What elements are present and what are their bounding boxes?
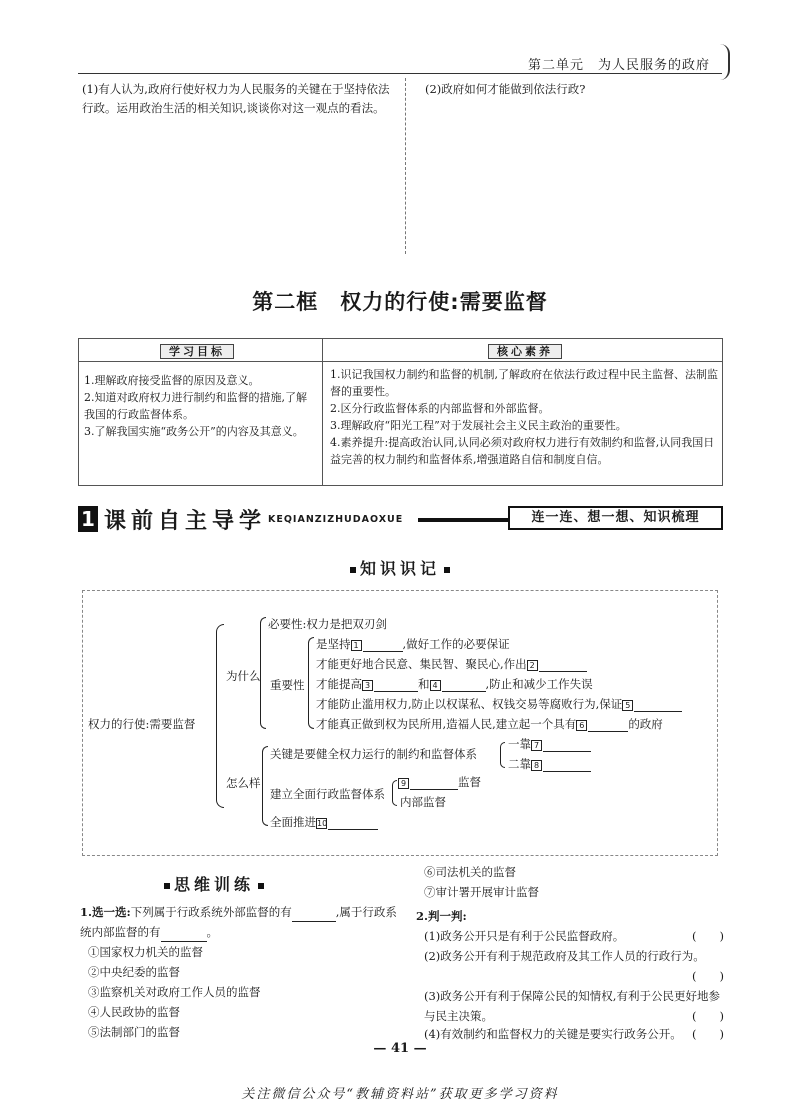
answer-paren[interactable]: ( ) — [692, 969, 724, 983]
answer-paren[interactable]: ( ) — [692, 1027, 724, 1041]
key-sub-2: 二靠 8 — [508, 756, 591, 772]
literacy-item: 4.素养提升:提高政治认同,认同必须对政府权力进行有效制约和监督,认同我国日益完善的权力制约和监督体系,增强道路自信和制度自信。 — [330, 436, 715, 466]
literacy-item: 2.区分行政监督体系的内部监督和外部监督。 — [330, 402, 550, 415]
judge-item-3: (3)政务公开有利于保障公民的知情权,有利于公民更好地参与民主决策。 ( ) — [424, 986, 724, 1026]
tree-why: 为什么 — [226, 669, 261, 683]
learning-goals-list — [84, 372, 316, 440]
unit-header: 第二单元 为人民服务的政府 — [527, 58, 710, 73]
question-1: (1)有人认为,政府行使好权力为人民服务的关键在于坚持依法行政。运用政治生活的相关知识,谈谈你对这一观点的看法。 — [82, 82, 390, 115]
option-item: ⑥司法机关的监督 — [424, 865, 516, 879]
option-item: ①国家权力机关的监督 — [88, 945, 203, 959]
section-pinyin: KEQIANZIZHUDAOXUE — [268, 514, 404, 525]
brace-build — [392, 780, 397, 806]
section-number: 1 — [78, 506, 98, 532]
option-item: ⑤法制部门的监督 — [88, 1025, 180, 1039]
literacy-item: 3.理解政府“阳光工程”对于发展社会主义民主政治的重要性。 — [330, 419, 627, 432]
goal-item: 2.知道对政府权力进行制约和监督的措施,了解我国的行政监督体系。 — [84, 391, 307, 421]
brace-how — [262, 746, 268, 826]
importance-item-2: 才能更好地合民意、集民智、聚民心,作出 2 — [316, 656, 587, 672]
page-number: — 41 — — [373, 1041, 427, 1056]
option-item: ④人民政协的监督 — [88, 1005, 180, 1019]
judge-item-4: (4)有效制约和监督权力的关键是要实行政务公开。 ( ) — [424, 1024, 724, 1044]
judge-item-1: (1)政务公开只是有利于公民监督政府。 ( ) — [424, 926, 724, 946]
brace-root — [216, 624, 224, 808]
importance-item-5: 才能真正做到权为民所用,造福人民,建立起一个具有 6 的政府 — [316, 717, 663, 731]
option-item: ②中央纪委的监督 — [88, 965, 180, 979]
core-literacy-heading: 核心素养 — [488, 344, 562, 359]
practice-heading: 思维训练 — [160, 872, 268, 895]
footer-note: 关注微信公众号“教辅资料站”获取更多学习资料 — [241, 1087, 559, 1102]
question-2: (2)政府如何才能做到依法行政? — [425, 82, 586, 96]
importance-item-1: 是坚持 1 ,做好工作的必要保证 — [316, 637, 510, 651]
tree-root: 权力的行使:需要监督 — [88, 717, 196, 731]
importance-item-3: 才能提高 3 和 4 ,防止和减少工作失误 — [316, 677, 593, 691]
tree-how: 怎么样 — [226, 776, 261, 790]
tree-importance: 重要性 — [270, 678, 305, 692]
goal-item: 1.理解政府接受监督的原因及意义。 — [84, 374, 260, 387]
option-item: ⑦审计署开展审计监督 — [424, 885, 539, 899]
core-literacy-list — [330, 366, 718, 468]
judge-label: 2.判一判: — [416, 909, 467, 923]
section-tag: 连一连、想一想、知识梳理 — [508, 506, 723, 530]
answer-paren[interactable]: ( ) — [692, 1009, 724, 1023]
section-rule — [418, 518, 510, 522]
tree-key: 关键是要健全权力运行的制约和监督体系 — [270, 747, 477, 761]
header-bracket — [720, 44, 730, 80]
learning-goals-heading: 学习目标 — [160, 344, 234, 359]
option-item: ③监察机关对政府工作人员的监督 — [88, 985, 261, 999]
brace-key — [500, 742, 505, 768]
header-rule — [78, 73, 722, 74]
tree-promote: 全面推进10 — [270, 814, 378, 830]
column-divider — [405, 78, 406, 254]
section-title: 课前自主导学 — [104, 509, 267, 534]
tree-build: 建立全面行政监督体系 — [270, 787, 385, 801]
choice-question: 1.选一选:下列属于行政系统外部监督的有 ,属于行政系统内部监督的有 。 — [80, 902, 400, 942]
judge-item-2: (2)政务公开有利于规范政府及其工作人员的行政行为。 ( ) — [424, 946, 724, 986]
brace-why — [260, 617, 266, 729]
frame-title: 第二框 权力的行使:需要监督 — [252, 290, 548, 314]
answer-paren[interactable]: ( ) — [692, 929, 724, 943]
goal-item: 3.了解我国实施“政务公开”的内容及其意义。 — [84, 425, 304, 438]
brace-importance — [308, 637, 314, 729]
literacy-item: 1.识记我国权力制约和监督的机制,了解政府在依法行政过程中民主监督、法制监督的重要性。 — [330, 368, 718, 398]
knowledge-heading: 知识识记 — [0, 556, 800, 579]
importance-item-4: 才能防止滥用权力,防止以权谋私、权钱交易等腐败行为,保证 5 — [316, 696, 682, 712]
build-sub-2: 内部监督 — [400, 795, 446, 809]
goals-header-line — [78, 361, 723, 362]
key-sub-1: 一靠 7 — [508, 736, 591, 752]
build-sub-1: 9 监督 — [398, 774, 481, 790]
tree-necessity: 必要性:权力是把双刃剑 — [268, 617, 387, 631]
